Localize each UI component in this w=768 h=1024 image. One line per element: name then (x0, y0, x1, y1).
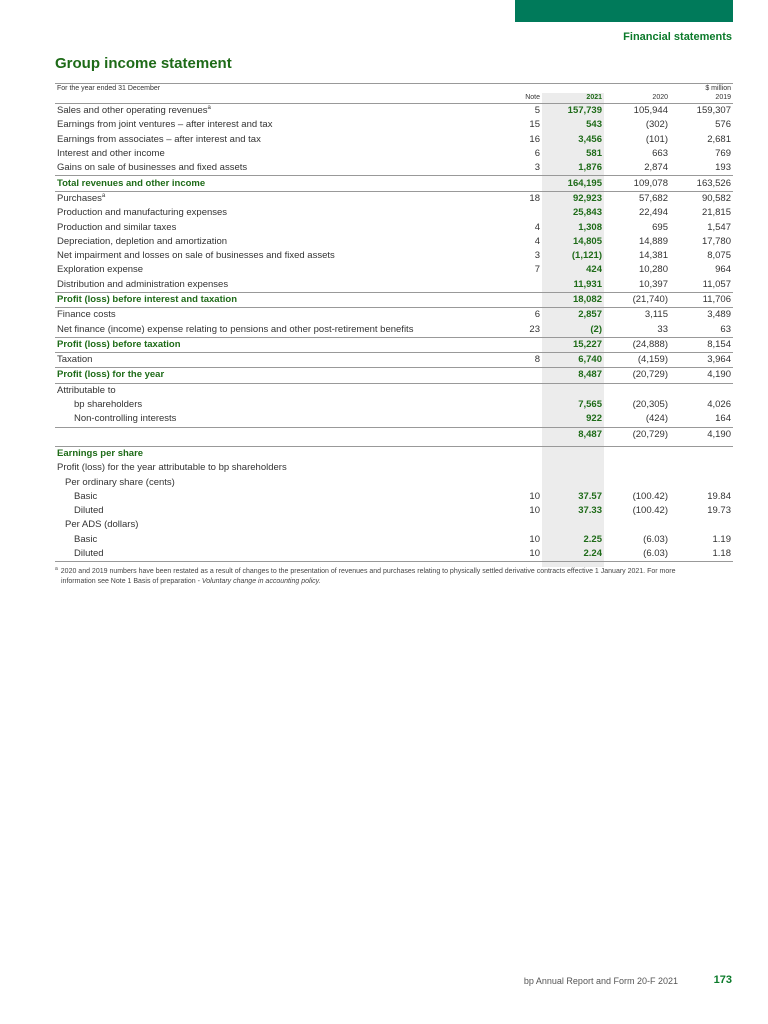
note-cell (487, 518, 542, 532)
value-2019: 159,307 (696, 105, 731, 117)
value-2020: (100.42) (632, 490, 668, 502)
value-2019: 4,190 (670, 427, 733, 442)
value-2021: 2.24 (542, 547, 604, 562)
row-label: Net impairment and losses on sale of businesses and fixed assets (57, 250, 335, 262)
row-label: Diluted (55, 547, 487, 562)
value-2020: (6.03) (643, 533, 668, 545)
value-2021 (542, 475, 604, 489)
value-2021 (542, 446, 604, 461)
table-row (55, 368, 733, 383)
value-2020 (604, 475, 670, 489)
value-2021: 3,456 (578, 133, 602, 145)
value-2021: 1,308 (578, 221, 602, 233)
note-column-header: Note (487, 93, 542, 104)
value-2020: 10,397 (638, 278, 668, 290)
table-row (55, 263, 733, 277)
value-2021: 164,195 (542, 176, 604, 191)
column-header-row (55, 93, 733, 104)
value-2021: (1,121) (571, 250, 602, 262)
note-cell: 18 (487, 191, 542, 206)
value-2019: 63 (720, 323, 731, 335)
row-label: Production and similar taxes (57, 221, 177, 233)
row-label: Distribution and administration expenses (57, 278, 229, 290)
value-2019: 769 (715, 148, 731, 160)
row-label: Attributable to (55, 383, 487, 398)
value-2021: 8,487 (542, 427, 604, 442)
value-2021: 543 (586, 119, 602, 131)
table-row (55, 292, 733, 307)
value-2021: 157,739 (567, 105, 602, 117)
value-2019 (670, 518, 733, 532)
value-2021: 18,082 (542, 292, 604, 307)
note-cell (487, 368, 542, 383)
row-label: Non-controlling interests (74, 413, 177, 425)
note-cell (487, 337, 542, 352)
value-2019: 164 (715, 413, 731, 425)
note-cell: 3 (534, 250, 540, 262)
table-row (55, 547, 733, 562)
value-2021: 8,487 (542, 368, 604, 383)
value-2020: 663 (652, 148, 668, 160)
value-2020: (100.42) (632, 505, 668, 517)
value-2019: 17,780 (701, 235, 731, 247)
value-2019 (670, 446, 733, 461)
value-2019: 11,706 (670, 292, 733, 307)
table-row (55, 412, 733, 427)
year-2020-header: 2020 (604, 93, 670, 104)
value-2020: 57,682 (604, 191, 670, 206)
value-2019: 21,815 (701, 207, 731, 219)
value-2019: 1.19 (712, 533, 731, 545)
note-cell (487, 398, 542, 412)
header-color-bar (515, 0, 733, 22)
value-2020: (4,159) (604, 353, 670, 368)
value-2020: 105,944 (633, 105, 668, 117)
income-statement-table (55, 83, 733, 562)
note-cell: 23 (529, 323, 540, 335)
value-2019: 19.84 (707, 490, 731, 502)
row-label: Earnings per share (55, 446, 487, 461)
value-2020: (302) (645, 119, 668, 131)
note-cell (487, 461, 542, 475)
table-row (55, 383, 733, 398)
note-cell: 5 (534, 105, 540, 117)
table-row (55, 337, 733, 352)
table-row (55, 427, 733, 442)
value-2021 (542, 518, 604, 532)
value-2019 (670, 383, 733, 398)
value-2020: (20,729) (604, 368, 670, 383)
value-2020 (604, 383, 670, 398)
row-label: Depreciation, depletion and amortization (57, 235, 228, 247)
row-label: Profit (loss) for the year (55, 368, 487, 383)
value-2019: 8,075 (707, 250, 731, 262)
table-row (55, 518, 733, 532)
row-label: Earnings from joint ventures – after interest and tax (57, 119, 273, 131)
value-2020: 22,494 (638, 207, 668, 219)
table-row (55, 220, 733, 234)
note-cell: 15 (529, 119, 540, 131)
table-row (55, 475, 733, 489)
note-cell (487, 446, 542, 461)
row-label: Basic (74, 533, 98, 545)
table-row (55, 249, 733, 263)
value-2020 (604, 518, 670, 532)
value-2021: 922 (586, 413, 602, 425)
table-row (55, 191, 733, 206)
row-label: Sales and other operating revenues$^a$ (57, 104, 211, 117)
value-2020: (20,305) (632, 399, 668, 411)
footnote-line-2-italic: Voluntary change in accounting policy. (201, 578, 321, 585)
row-label: Earnings from associates – after interest and tax (57, 133, 261, 145)
year-2021-header: 2021 (542, 93, 604, 104)
value-2019: 8,154 (670, 337, 733, 352)
value-2021: 424 (586, 264, 602, 276)
value-2019: 193 (715, 162, 731, 174)
value-2021: (2) (590, 323, 602, 335)
value-2020 (604, 461, 670, 475)
table-row (55, 118, 733, 132)
value-2021 (542, 461, 604, 475)
value-2020: 3,115 (604, 308, 670, 323)
note-cell: 7 (534, 264, 540, 276)
table-row (55, 104, 733, 119)
row-label: Profit (loss) before taxation (55, 337, 487, 352)
value-2019: 90,582 (670, 191, 733, 206)
row-label: Purchases$^a$ (55, 191, 487, 206)
footer-report-title: bp Annual Report and Form 20-F 2021 (523, 976, 678, 986)
value-2021: 92,923 (542, 191, 604, 206)
value-2021: 37.33 (578, 505, 602, 517)
value-2021 (542, 383, 604, 398)
value-2019: 3,964 (670, 353, 733, 368)
row-label: Finance costs (55, 308, 487, 323)
page-title: Group income statement (55, 55, 232, 72)
row-label: Net finance (income) expense relating to pensions and other post-retirement benefits (57, 323, 414, 335)
note-cell (487, 206, 542, 220)
year-2019-header: 2019 (670, 93, 733, 104)
row-label: Gains on sale of businesses and fixed assets (57, 162, 248, 174)
table-row (55, 446, 733, 461)
note-cell: 4 (534, 221, 540, 233)
note-cell (487, 412, 542, 427)
row-label: Per ordinary share (cents) (65, 476, 175, 488)
value-2020: 14,381 (638, 250, 668, 262)
note-cell: 10 (529, 533, 540, 545)
value-2019: 1,547 (707, 221, 731, 233)
table-header-row (55, 84, 733, 94)
note-cell (487, 475, 542, 489)
note-cell: 10 (529, 490, 540, 502)
unit-label: $ million (670, 84, 733, 94)
note-cell (487, 427, 542, 442)
table-row (55, 235, 733, 249)
row-label: Profit (loss) for the year attributable to bp shareholders (57, 462, 287, 474)
value-2020: 14,889 (638, 235, 668, 247)
row-label: Basic (74, 490, 98, 502)
value-2020: 2,874 (644, 162, 668, 174)
value-2019: 4,026 (707, 399, 731, 411)
value-2019: 163,526 (670, 176, 733, 191)
table-row (55, 176, 733, 191)
value-2021: 14,805 (572, 235, 602, 247)
value-2021: 25,843 (572, 207, 602, 219)
footnote-marker: a (55, 565, 58, 572)
value-2020: (424) (645, 413, 668, 425)
value-2021: 7,565 (578, 399, 602, 411)
row-label: Per ADS (dollars) (65, 519, 139, 531)
row-label (55, 427, 487, 442)
table-row (55, 353, 733, 368)
row-label: Production and manufacturing expenses (57, 207, 228, 219)
footnote (55, 567, 735, 587)
table-row (55, 308, 733, 323)
note-cell (487, 176, 542, 191)
note-cell: 6 (487, 308, 542, 323)
value-2019 (670, 461, 733, 475)
table-row (55, 533, 733, 547)
value-2021: 11,931 (573, 278, 602, 290)
table-row (55, 398, 733, 412)
value-2019: 576 (715, 119, 731, 131)
page-number: 173 (713, 974, 732, 986)
footnote-reference: a (207, 104, 211, 111)
value-2020: 10,280 (638, 264, 668, 276)
note-cell (487, 292, 542, 307)
value-2021: 6,740 (542, 353, 604, 368)
value-2019: 11,057 (702, 278, 731, 290)
table-row (55, 147, 733, 161)
row-label: Diluted (74, 505, 104, 517)
note-cell: 16 (529, 133, 540, 145)
value-2020 (604, 446, 670, 461)
value-2019: 1.18 (670, 547, 733, 562)
table-row (55, 278, 733, 293)
value-2020: (21,740) (604, 292, 670, 307)
value-2021: 581 (586, 148, 602, 160)
row-label: Exploration expense (57, 264, 144, 276)
value-2019: 2,681 (707, 133, 731, 145)
row-label: Total revenues and other income (55, 176, 487, 191)
period-label: For the year ended 31 December (55, 84, 487, 94)
footnote-line-1: 2020 and 2019 numbers have been restated as a result of changes to the presentation of revenues and purchases relating to physically settled derivative contracts effective 1 January 2021. For more (60, 568, 676, 575)
row-label: bp shareholders (74, 399, 143, 411)
note-cell: 3 (534, 162, 540, 174)
row-label: Interest and other income (57, 148, 165, 160)
note-cell: 10 (529, 505, 540, 517)
value-2019: 19.73 (707, 505, 731, 517)
value-2020: (6.03) (604, 547, 670, 562)
income-table (55, 83, 733, 562)
row-label: Taxation (55, 353, 487, 368)
footnote-line-2: information see Note 1 Basis of preparation - (61, 578, 202, 585)
note-cell: 10 (487, 547, 542, 562)
value-2020: 695 (652, 221, 668, 233)
value-2019: 3,489 (670, 308, 733, 323)
value-2020: 33 (657, 323, 668, 335)
section-label: Financial statements (623, 31, 732, 43)
value-2021: 1,876 (578, 162, 602, 174)
table-row (55, 133, 733, 147)
table-row (55, 322, 733, 337)
value-2019: 4,190 (670, 368, 733, 383)
value-2020: (24,888) (604, 337, 670, 352)
note-cell: 6 (534, 148, 540, 160)
table-row (55, 504, 733, 518)
value-2021: 2,857 (542, 308, 604, 323)
value-2019: 964 (715, 264, 731, 276)
row-label: Profit (loss) before interest and taxation (55, 292, 487, 307)
table-row (55, 206, 733, 220)
table-row (55, 461, 733, 475)
value-2021: 2.25 (583, 533, 602, 545)
table-row (55, 161, 733, 176)
value-2021: 37.57 (578, 490, 602, 502)
value-2021: 15,227 (542, 337, 604, 352)
value-2019 (670, 475, 733, 489)
table-row (55, 490, 733, 504)
value-2020: 109,078 (604, 176, 670, 191)
footnote-reference: a (101, 192, 106, 199)
note-cell (487, 278, 542, 293)
value-2020: (20,729) (604, 427, 670, 442)
note-cell (487, 383, 542, 398)
note-cell: 4 (534, 235, 540, 247)
value-2020: (101) (645, 133, 668, 145)
note-cell: 8 (487, 353, 542, 368)
